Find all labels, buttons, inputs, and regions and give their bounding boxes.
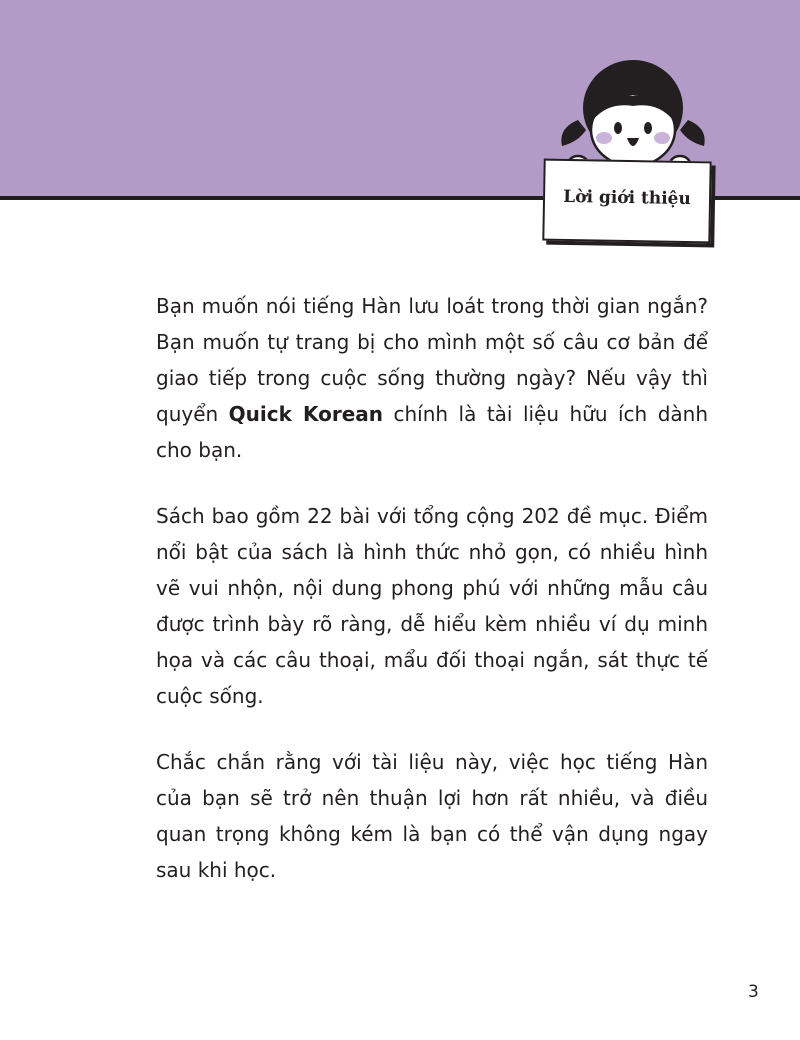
book-title: Quick Korean bbox=[228, 402, 384, 426]
page-title: Lời giới thiệu bbox=[563, 186, 691, 210]
page-number: 3 bbox=[748, 982, 759, 1002]
title-sign bbox=[542, 159, 711, 244]
paragraph-1-text: Bạn muốn nói tiếng Hàn lưu loát trong thời gian ngắn? Bạn muốn tự trang bị cho mình một số câu cơ bản để giao tiếp trong cuộc sống thường ngày? Nếu vậy thì quyển bbox=[156, 294, 708, 426]
paragraph-1-text-end: chính là tài liệu hữu ích dành cho bạn. bbox=[156, 402, 708, 462]
body-text bbox=[156, 288, 708, 918]
paragraph-3: Chắc chắn rằng với tài liệu này, việc học tiếng Hàn của bạn sẽ trở nên thuận lợi hơn rất nhiều, và điều quan trọng không kém là bạn có thể vận dụng ngay sau khi học. bbox=[156, 750, 708, 882]
paragraph-1 bbox=[156, 288, 708, 468]
paragraph-2: Sách bao gồm 22 bài với tổng cộng 202 đề mục. Điểm nổi bật của sách là hình thức nhỏ gọn, có nhiều hình vẽ vui nhộn, nội dung phong phú với những mẫu câu được trình bày rõ ràng, dễ hiểu kèm nhiều ví dụ minh họa và các câu thoại, mẩu đối thoại ngắn, sát thực tế cuộc sống. bbox=[156, 504, 708, 708]
